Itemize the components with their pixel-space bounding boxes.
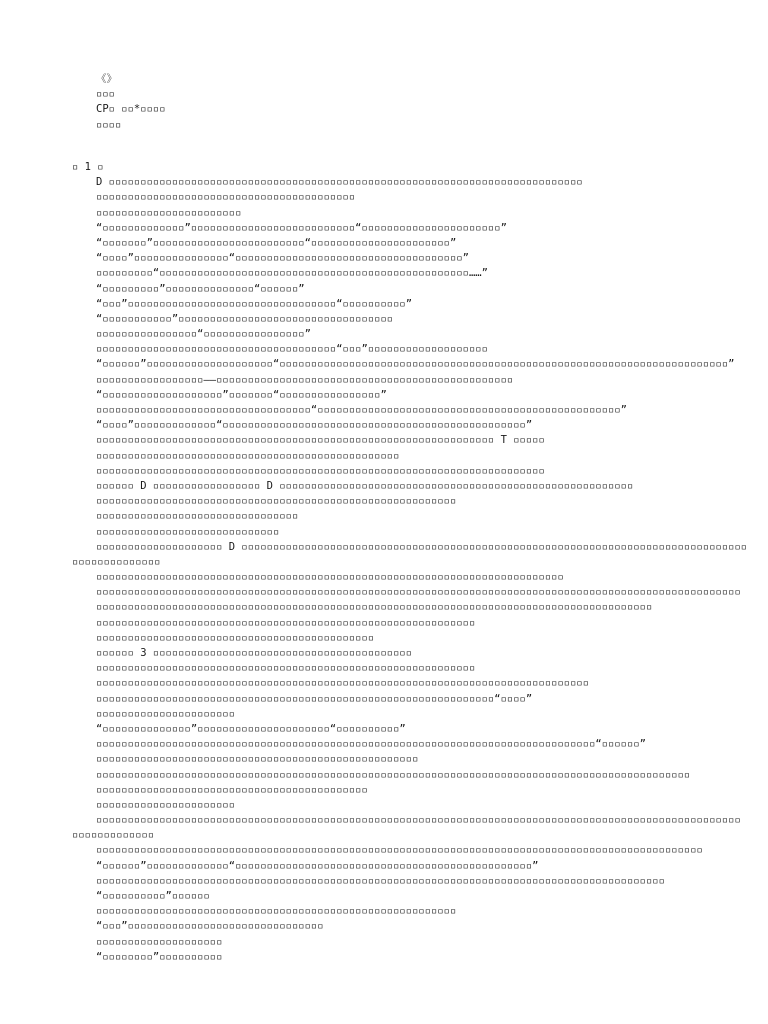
- text-line: ▫▫▫▫▫▫▫▫▫▫▫▫▫▫▫▫▫▫▫▫▫▫▫▫▫▫▫▫▫▫▫▫▫▫▫▫▫▫▫▫▫▫▫▫: [96, 631, 375, 644]
- document-header: [96, 72, 166, 133]
- text-line: ▫▫▫▫▫▫▫▫▫▫▫▫▫▫▫▫▫▫▫▫▫▫▫▫▫▫▫▫▫▫▫▫▫▫▫▫▫▫▫▫▫▫▫▫▫▫▫▫▫▫▫▫▫▫▫▫▫▫▫▫▫▫▫▫▫▫▫▫▫▫▫▫▫▫▫▫▫▫▫▫▫▫▫▫▫▫▫▫▫▫▫▫▫▫▫▫▫▫▫▫▫▫: [96, 586, 741, 599]
- text-line: ▫▫▫▫▫▫▫▫▫▫▫▫▫▫▫▫▫▫▫▫▫▫▫▫▫▫▫▫▫▫▫▫▫▫▫▫▫▫“▫▫▫”▫▫▫▫▫▫▫▫▫▫▫▫▫▫▫▫▫▫▫: [96, 343, 488, 356]
- header-line: ▫▫▫▫: [96, 118, 122, 131]
- text-line: ▫▫▫▫▫▫▫▫▫▫▫▫▫▫▫▫▫▫▫▫▫▫▫▫▫▫▫▫▫▫▫▫▫▫▫▫▫▫▫▫▫▫▫▫▫▫▫▫▫▫▫▫▫▫▫▫▫▫▫▫▫▫▫“▫▫▫▫”: [96, 692, 533, 705]
- text-line: ▫▫▫▫▫▫▫▫▫▫▫▫▫▫▫▫“▫▫▫▫▫▫▫▫▫▫▫▫▫▫▫▫”: [96, 328, 311, 341]
- text-line: “▫▫▫”▫▫▫▫▫▫▫▫▫▫▫▫▫▫▫▫▫▫▫▫▫▫▫▫▫▫▫▫▫▫▫▫▫“▫▫▫▫▫▫▫▫▫▫”: [96, 297, 413, 310]
- text-line: ▫▫▫▫▫▫▫▫▫▫▫▫▫▫▫▫▫▫▫▫▫▫▫▫▫▫▫▫▫▫▫▫▫▫▫▫▫▫▫▫▫▫▫▫▫▫▫▫▫▫▫▫▫▫▫▫▫▫▫▫▫▫▫ T ▫▫▫▫▫: [96, 434, 545, 447]
- text-line: ▫▫▫▫▫▫▫▫▫▫▫▫▫▫▫▫▫▫▫▫: [96, 935, 223, 948]
- chapter-heading: ▫ 1 ▫: [72, 161, 104, 173]
- text-line: ▫▫▫▫▫▫▫▫▫▫▫▫▫▫▫▫▫▫▫▫▫▫▫▫▫▫▫▫▫▫▫▫▫▫▫▫▫▫▫▫▫▫▫▫▫▫▫▫▫▫▫▫▫▫▫▫▫▫▫▫▫▫▫▫▫▫▫▫▫▫▫▫▫▫▫▫▫▫▫▫▫▫▫▫▫▫▫▫▫▫: [96, 874, 665, 887]
- text-line: ▫▫▫▫▫▫▫▫▫▫▫▫▫▫▫▫▫▫▫▫▫▫▫▫▫▫▫▫▫▫▫▫▫▫▫▫▫▫▫▫▫▫▫▫▫▫▫▫▫▫▫▫▫▫▫▫▫▫▫▫▫▫▫▫▫▫▫▫▫▫▫▫▫▫▫▫▫▫▫▫▫▫▫▫▫▫▫▫▫▫▫▫▫▫: [96, 768, 691, 781]
- text-line: ▫▫▫▫▫▫▫▫▫▫▫▫▫▫▫▫▫▫▫▫▫▫: [96, 798, 236, 811]
- text-line: ▫▫▫▫▫▫▫▫▫▫▫▫▫▫▫▫▫▫▫▫▫▫▫▫▫▫▫▫▫▫▫▫▫▫▫▫▫▫▫▫▫▫▫▫▫▫▫▫▫▫▫▫▫▫▫▫▫▫▫▫▫▫▫▫▫▫▫▫▫▫▫▫▫▫▫▫▫▫▫“▫▫▫▫▫▫”: [96, 738, 646, 751]
- text-line: “▫▫▫▫”▫▫▫▫▫▫▫▫▫▫▫▫▫▫▫“▫▫▫▫▫▫▫▫▫▫▫▫▫▫▫▫▫▫▫▫▫▫▫▫▫▫▫▫▫▫▫▫▫▫▫▫”: [96, 252, 469, 265]
- text-line: “▫▫▫▫▫▫”▫▫▫▫▫▫▫▫▫▫▫▫▫▫▫▫▫▫▫▫“▫▫▫▫▫▫▫▫▫▫▫▫▫▫▫▫▫▫▫▫▫▫▫▫▫▫▫▫▫▫▫▫▫▫▫▫▫▫▫▫▫▫▫▫▫▫▫▫▫▫▫▫▫▫▫▫▫▫▫▫▫▫▫▫▫▫▫▫▫▫▫”: [96, 358, 735, 371]
- text-line: ▫▫▫▫▫▫▫▫▫▫▫▫▫▫▫▫▫▫▫▫▫▫▫▫▫▫▫▫▫▫▫▫▫▫▫▫▫▫▫▫▫▫▫▫▫▫▫▫▫▫▫▫▫▫▫▫▫▫▫▫▫▫▫▫▫▫▫▫▫▫▫▫▫▫▫▫▫▫▫▫▫▫▫▫▫▫▫▫▫▫▫▫▫▫▫▫▫▫▫▫▫▫: [96, 814, 741, 827]
- text-line: ▫▫▫▫▫▫▫▫▫▫▫▫▫▫▫▫▫——▫▫▫▫▫▫▫▫▫▫▫▫▫▫▫▫▫▫▫▫▫▫▫▫▫▫▫▫▫▫▫▫▫▫▫▫▫▫▫▫▫▫▫▫▫▫▫: [96, 373, 514, 386]
- text-line: ▫▫▫▫▫▫▫▫▫▫▫▫▫▫▫▫▫▫▫▫▫▫▫▫▫▫▫▫▫▫▫▫▫▫▫▫▫▫▫▫▫: [96, 191, 356, 204]
- text-line: ▫▫▫▫▫▫▫▫▫▫▫▫▫▫▫▫▫▫▫▫▫▫▫▫▫▫▫▫▫: [96, 525, 280, 538]
- text-line: “▫▫▫”▫▫▫▫▫▫▫▫▫▫▫▫▫▫▫▫▫▫▫▫▫▫▫▫▫▫▫▫▫▫▫: [96, 920, 324, 933]
- text-line: ▫▫▫▫▫▫▫▫▫▫▫▫▫▫▫▫▫▫▫▫▫▫▫▫▫▫▫▫▫▫▫▫▫▫▫▫▫▫▫▫▫▫▫▫▫▫▫▫▫▫▫▫▫▫▫▫▫: [96, 905, 457, 918]
- text-line: ▫▫▫▫▫▫▫▫▫▫▫▫▫▫▫▫▫▫▫▫▫▫: [96, 707, 236, 720]
- text-line: ▫▫▫▫▫▫▫▫▫“▫▫▫▫▫▫▫▫▫▫▫▫▫▫▫▫▫▫▫▫▫▫▫▫▫▫▫▫▫▫▫▫▫▫▫▫▫▫▫▫▫▫▫▫▫▫▫▫▫……”: [96, 267, 488, 280]
- text-line: ▫▫▫▫▫▫▫▫▫▫▫▫▫▫▫▫▫▫▫▫▫▫▫▫▫▫▫▫▫▫▫▫▫▫▫▫▫▫▫▫▫▫▫▫▫▫▫▫▫▫▫▫▫▫▫▫▫▫▫▫▫▫▫▫▫▫▫▫▫▫▫▫▫▫▫▫▫▫: [96, 677, 590, 690]
- text-line: ▫▫▫▫▫▫▫▫▫▫▫▫▫▫▫▫▫▫▫▫▫▫▫▫▫▫▫▫▫▫▫▫▫▫“▫▫▫▫▫▫▫▫▫▫▫▫▫▫▫▫▫▫▫▫▫▫▫▫▫▫▫▫▫▫▫▫▫▫▫▫▫▫▫▫▫▫▫▫▫▫▫▫”: [96, 404, 628, 416]
- text-line: “▫▫▫▫”▫▫▫▫▫▫▫▫▫▫▫▫▫“▫▫▫▫▫▫▫▫▫▫▫▫▫▫▫▫▫▫▫▫▫▫▫▫▫▫▫▫▫▫▫▫▫▫▫▫▫▫▫▫▫▫▫▫▫▫▫▫”: [96, 419, 533, 432]
- header-line: 《》: [96, 73, 117, 85]
- text-line: “▫▫▫▫▫▫▫▫▫▫▫▫▫▫”▫▫▫▫▫▫▫▫▫▫▫▫▫▫▫▫▫▫▫▫▫“▫▫▫▫▫▫▫▫▫▫”: [96, 722, 406, 735]
- text-line: “▫▫▫▫▫▫▫▫”▫▫▫▫▫▫▫▫▫▫: [96, 950, 223, 963]
- text-line: ▫▫▫▫▫▫▫▫▫▫▫▫▫▫▫▫▫▫▫▫▫▫▫▫▫▫▫▫▫▫▫▫: [96, 510, 299, 523]
- text-line: “▫▫▫▫▫▫▫▫▫▫▫”▫▫▫▫▫▫▫▫▫▫▫▫▫▫▫▫▫▫▫▫▫▫▫▫▫▫▫▫▫▫▫▫▫▫: [96, 312, 394, 325]
- text-line: ▫▫▫▫▫▫▫▫▫▫▫▫▫▫: [72, 555, 161, 568]
- text-line: ▫▫▫▫▫▫▫▫▫▫▫▫▫▫▫▫▫▫▫▫▫▫▫▫▫▫▫▫▫▫▫▫▫▫▫▫▫▫▫▫▫▫▫▫▫▫▫▫▫▫▫▫▫▫▫▫▫▫▫▫▫▫▫▫▫▫▫▫▫▫▫: [96, 464, 545, 477]
- text-line: “▫▫▫▫▫▫▫”▫▫▫▫▫▫▫▫▫▫▫▫▫▫▫▫▫▫▫▫▫▫▫▫“▫▫▫▫▫▫▫▫▫▫▫▫▫▫▫▫▫▫▫▫▫▫”: [96, 236, 457, 249]
- text-line: ▫▫▫▫▫▫▫▫▫▫▫▫▫▫▫▫▫▫▫▫▫▫▫▫▫▫▫▫▫▫▫▫▫▫▫▫▫▫▫▫▫▫▫▫▫▫▫▫▫▫▫▫▫▫▫▫▫▫▫▫▫▫▫▫▫▫▫▫▫▫▫▫▫▫: [96, 571, 564, 584]
- text-line: ▫▫▫▫▫▫▫▫▫▫▫▫▫: [72, 829, 155, 842]
- text-line: ▫▫▫▫▫▫▫▫▫▫▫▫▫▫▫▫▫▫▫▫▫▫▫▫▫▫▫▫▫▫▫▫▫▫▫▫▫▫▫▫▫▫▫▫▫▫▫▫▫▫▫: [96, 753, 419, 766]
- text-line: ▫▫▫▫▫▫▫▫▫▫▫▫▫▫▫▫▫▫▫▫▫▫▫▫▫▫▫▫▫▫▫▫▫▫▫▫▫▫▫▫▫▫▫▫▫▫▫▫▫▫▫▫▫▫▫▫▫▫▫▫▫▫▫▫▫▫▫▫▫▫▫▫▫▫▫▫▫▫▫▫▫▫▫▫▫▫▫▫▫▫▫▫▫▫▫▫: [96, 844, 703, 857]
- text-line: ▫▫▫▫▫▫▫▫▫▫▫▫▫▫▫▫▫▫▫▫▫▫▫▫▫▫▫▫▫▫▫▫▫▫▫▫▫▫▫▫▫▫▫▫▫▫▫▫: [96, 449, 400, 462]
- text-line: ▫▫▫▫▫▫▫▫▫▫▫▫▫▫▫▫▫▫▫▫▫▫▫▫▫▫▫▫▫▫▫▫▫▫▫▫▫▫▫▫▫▫▫▫▫▫▫▫▫▫▫▫▫▫▫▫▫▫▫▫: [96, 616, 476, 629]
- text-line: ▫▫▫▫▫▫▫▫▫▫▫▫▫▫▫▫▫▫▫▫▫▫▫▫▫▫▫▫▫▫▫▫▫▫▫▫▫▫▫▫▫▫▫▫▫▫▫▫▫▫▫▫▫▫▫▫▫▫▫▫▫▫▫▫▫▫▫▫▫▫▫▫▫▫▫▫▫▫▫▫▫▫▫▫▫▫▫▫: [96, 601, 653, 614]
- text-line: ▫▫▫▫▫▫▫▫▫▫▫▫▫▫▫▫▫▫▫▫▫▫▫▫▫▫▫▫▫▫▫▫▫▫▫▫▫▫▫▫▫▫▫: [96, 783, 368, 796]
- text-line: D ▫▫▫▫▫▫▫▫▫▫▫▫▫▫▫▫▫▫▫▫▫▫▫▫▫▫▫▫▫▫▫▫▫▫▫▫▫▫▫▫▫▫▫▫▫▫▫▫▫▫▫▫▫▫▫▫▫▫▫▫▫▫▫▫▫▫▫▫▫▫▫▫▫▫▫: [96, 176, 583, 189]
- text-line: ▫▫▫▫▫▫ 3 ▫▫▫▫▫▫▫▫▫▫▫▫▫▫▫▫▫▫▫▫▫▫▫▫▫▫▫▫▫▫▫▫▫▫▫▫▫▫▫▫▫: [96, 647, 413, 659]
- text-line: ▫▫▫▫▫▫▫▫▫▫▫▫▫▫▫▫▫▫▫▫▫▫▫: [96, 206, 242, 219]
- text-line: ▫▫▫▫▫▫▫▫▫▫▫▫▫▫▫▫▫▫▫▫▫▫▫▫▫▫▫▫▫▫▫▫▫▫▫▫▫▫▫▫▫▫▫▫▫▫▫▫▫▫▫▫▫▫▫▫▫: [96, 495, 457, 508]
- text-line: ▫▫▫▫▫▫▫▫▫▫▫▫▫▫▫▫▫▫▫▫▫▫▫▫▫▫▫▫▫▫▫▫▫▫▫▫▫▫▫▫▫▫▫▫▫▫▫▫▫▫▫▫▫▫▫▫▫▫▫▫: [96, 662, 476, 675]
- header-line: ▫▫▫: [96, 88, 115, 101]
- text-line: “▫▫▫▫▫▫”▫▫▫▫▫▫▫▫▫▫▫▫▫“▫▫▫▫▫▫▫▫▫▫▫▫▫▫▫▫▫▫▫▫▫▫▫▫▫▫▫▫▫▫▫▫▫▫▫▫▫▫▫▫▫▫▫▫▫▫▫”: [96, 859, 539, 872]
- text-line: “▫▫▫▫▫▫▫▫▫▫▫▫▫▫▫▫▫▫▫”▫▫▫▫▫▫▫“▫▫▫▫▫▫▫▫▫▫▫▫▫▫▫▫”: [96, 388, 387, 401]
- text-line: “▫▫▫▫▫▫▫▫▫▫▫▫▫”▫▫▫▫▫▫▫▫▫▫▫▫▫▫▫▫▫▫▫▫▫▫▫▫▫▫“▫▫▫▫▫▫▫▫▫▫▫▫▫▫▫▫▫▫▫▫▫▫”: [96, 221, 507, 234]
- document-body: [0, 160, 768, 965]
- header-line: CP▫ ▫▫*▫▫▫▫: [96, 103, 166, 116]
- text-line: “▫▫▫▫▫▫▫▫▫”▫▫▫▫▫▫▫▫▫▫▫▫▫▫“▫▫▫▫▫▫”: [96, 282, 305, 295]
- text-line: “▫▫▫▫▫▫▫▫▫▫”▫▫▫▫▫▫: [96, 890, 210, 902]
- text-line: ▫▫▫▫▫▫ D ▫▫▫▫▫▫▫▫▫▫▫▫▫▫▫▫▫ D ▫▫▫▫▫▫▫▫▫▫▫▫▫▫▫▫▫▫▫▫▫▫▫▫▫▫▫▫▫▫▫▫▫▫▫▫▫▫▫▫▫▫▫▫▫▫▫▫▫▫▫▫▫▫▫▫: [96, 479, 634, 492]
- text-line: ▫▫▫▫▫▫▫▫▫▫▫▫▫▫▫▫▫▫▫▫ D ▫▫▫▫▫▫▫▫▫▫▫▫▫▫▫▫▫▫▫▫▫▫▫▫▫▫▫▫▫▫▫▫▫▫▫▫▫▫▫▫▫▫▫▫▫▫▫▫▫▫▫▫▫▫▫▫▫▫▫▫▫▫▫▫▫▫▫▫▫▫▫▫▫▫▫▫▫▫▫▫: [96, 540, 748, 553]
